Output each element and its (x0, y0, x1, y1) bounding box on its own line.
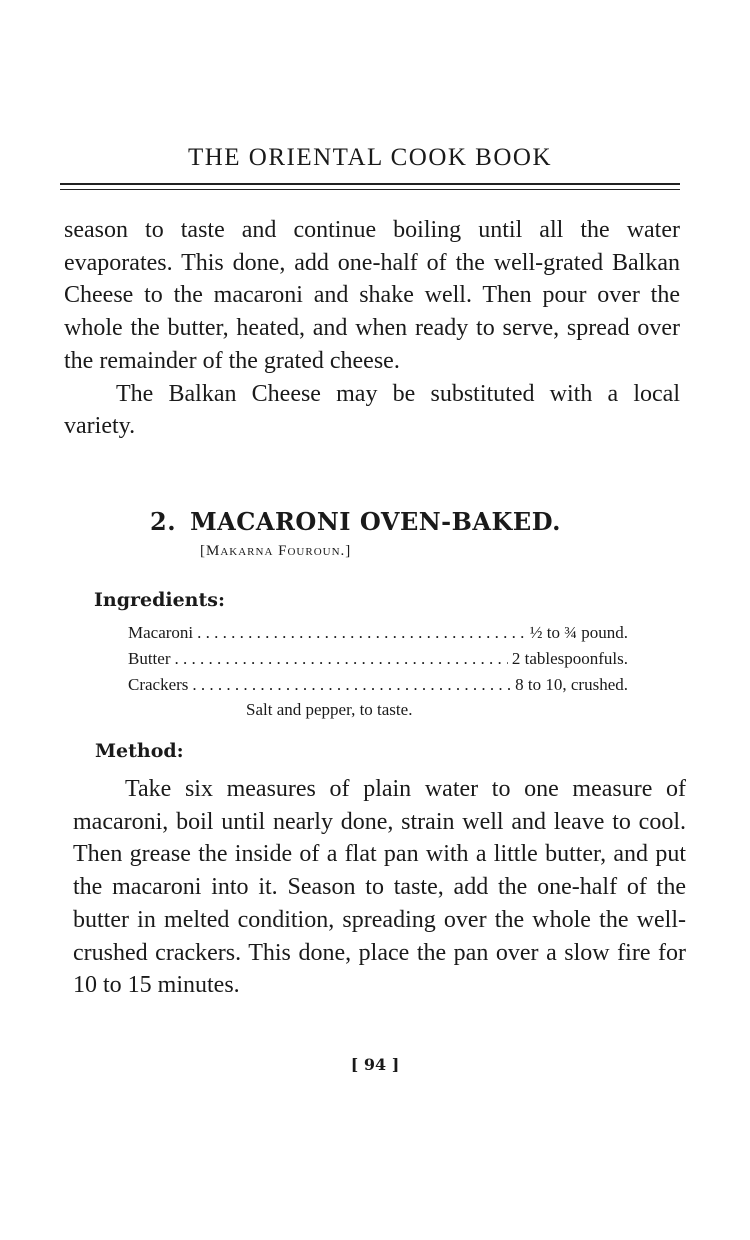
ingredient-row (128, 675, 628, 701)
recipe-heading (150, 507, 561, 536)
header-rule-thick (60, 183, 680, 185)
method-label: Method: (95, 740, 184, 762)
leader-dots (192, 675, 511, 695)
ingredient-row (128, 623, 628, 649)
continued-text (64, 214, 680, 443)
page-number: [ 94 ] (350, 1055, 400, 1074)
leader-dots (175, 649, 508, 669)
recipe-number: 2. (150, 507, 177, 536)
running-head: THE ORIENTAL COOK BOOK (187, 144, 553, 171)
ingredient-quantity: 8 to 10, crushed. (515, 675, 628, 694)
method-paragraph: Take six measures of plain water to one measure of macaroni, boil until nearly done, strain well and leave to cool. Then grease the inside of a flat pan with a little butter, and put the macaroni into it. Season to taste, add the one-half of the butter in melted condition, spreading over the whole the well-crushed crackers. This done, place the pan over a slow fire for 10 to 15 minutes. (73, 776, 686, 999)
ingredient-name: Crackers (128, 675, 189, 694)
header-rule-thin (60, 189, 680, 190)
ingredient-row (128, 649, 628, 675)
ingredient-quantity: ½ to ¾ pound. (529, 623, 628, 642)
ingredient-name: Butter (128, 649, 171, 668)
ingredients-list (128, 623, 628, 701)
ingredient-name: Macaroni (128, 623, 194, 642)
seasoning-note: Salt and pepper, to taste. (246, 700, 413, 719)
recipe-title: MACARONI OVEN-BAKED. (190, 507, 562, 536)
recipe-subtitle: [Makarna Fouroun.] (200, 543, 352, 559)
paragraph-continued: season to taste and continue boiling until all the water evaporates. This done, add one-half of the well-grated Balkan Cheese to the macaroni and shake well. Then pour over the whole the butter, heated, and when ready to serve, spread over the remainder of the grated cheese. (64, 217, 680, 374)
paragraph-cheese-note: The Balkan Cheese may be substituted with a local variety. (64, 380, 680, 440)
method-text (73, 773, 686, 1002)
leader-dots (197, 623, 526, 643)
ingredient-quantity: 2 tablespoonfuls. (511, 649, 628, 668)
ingredients-label: Ingredients: (94, 589, 225, 611)
